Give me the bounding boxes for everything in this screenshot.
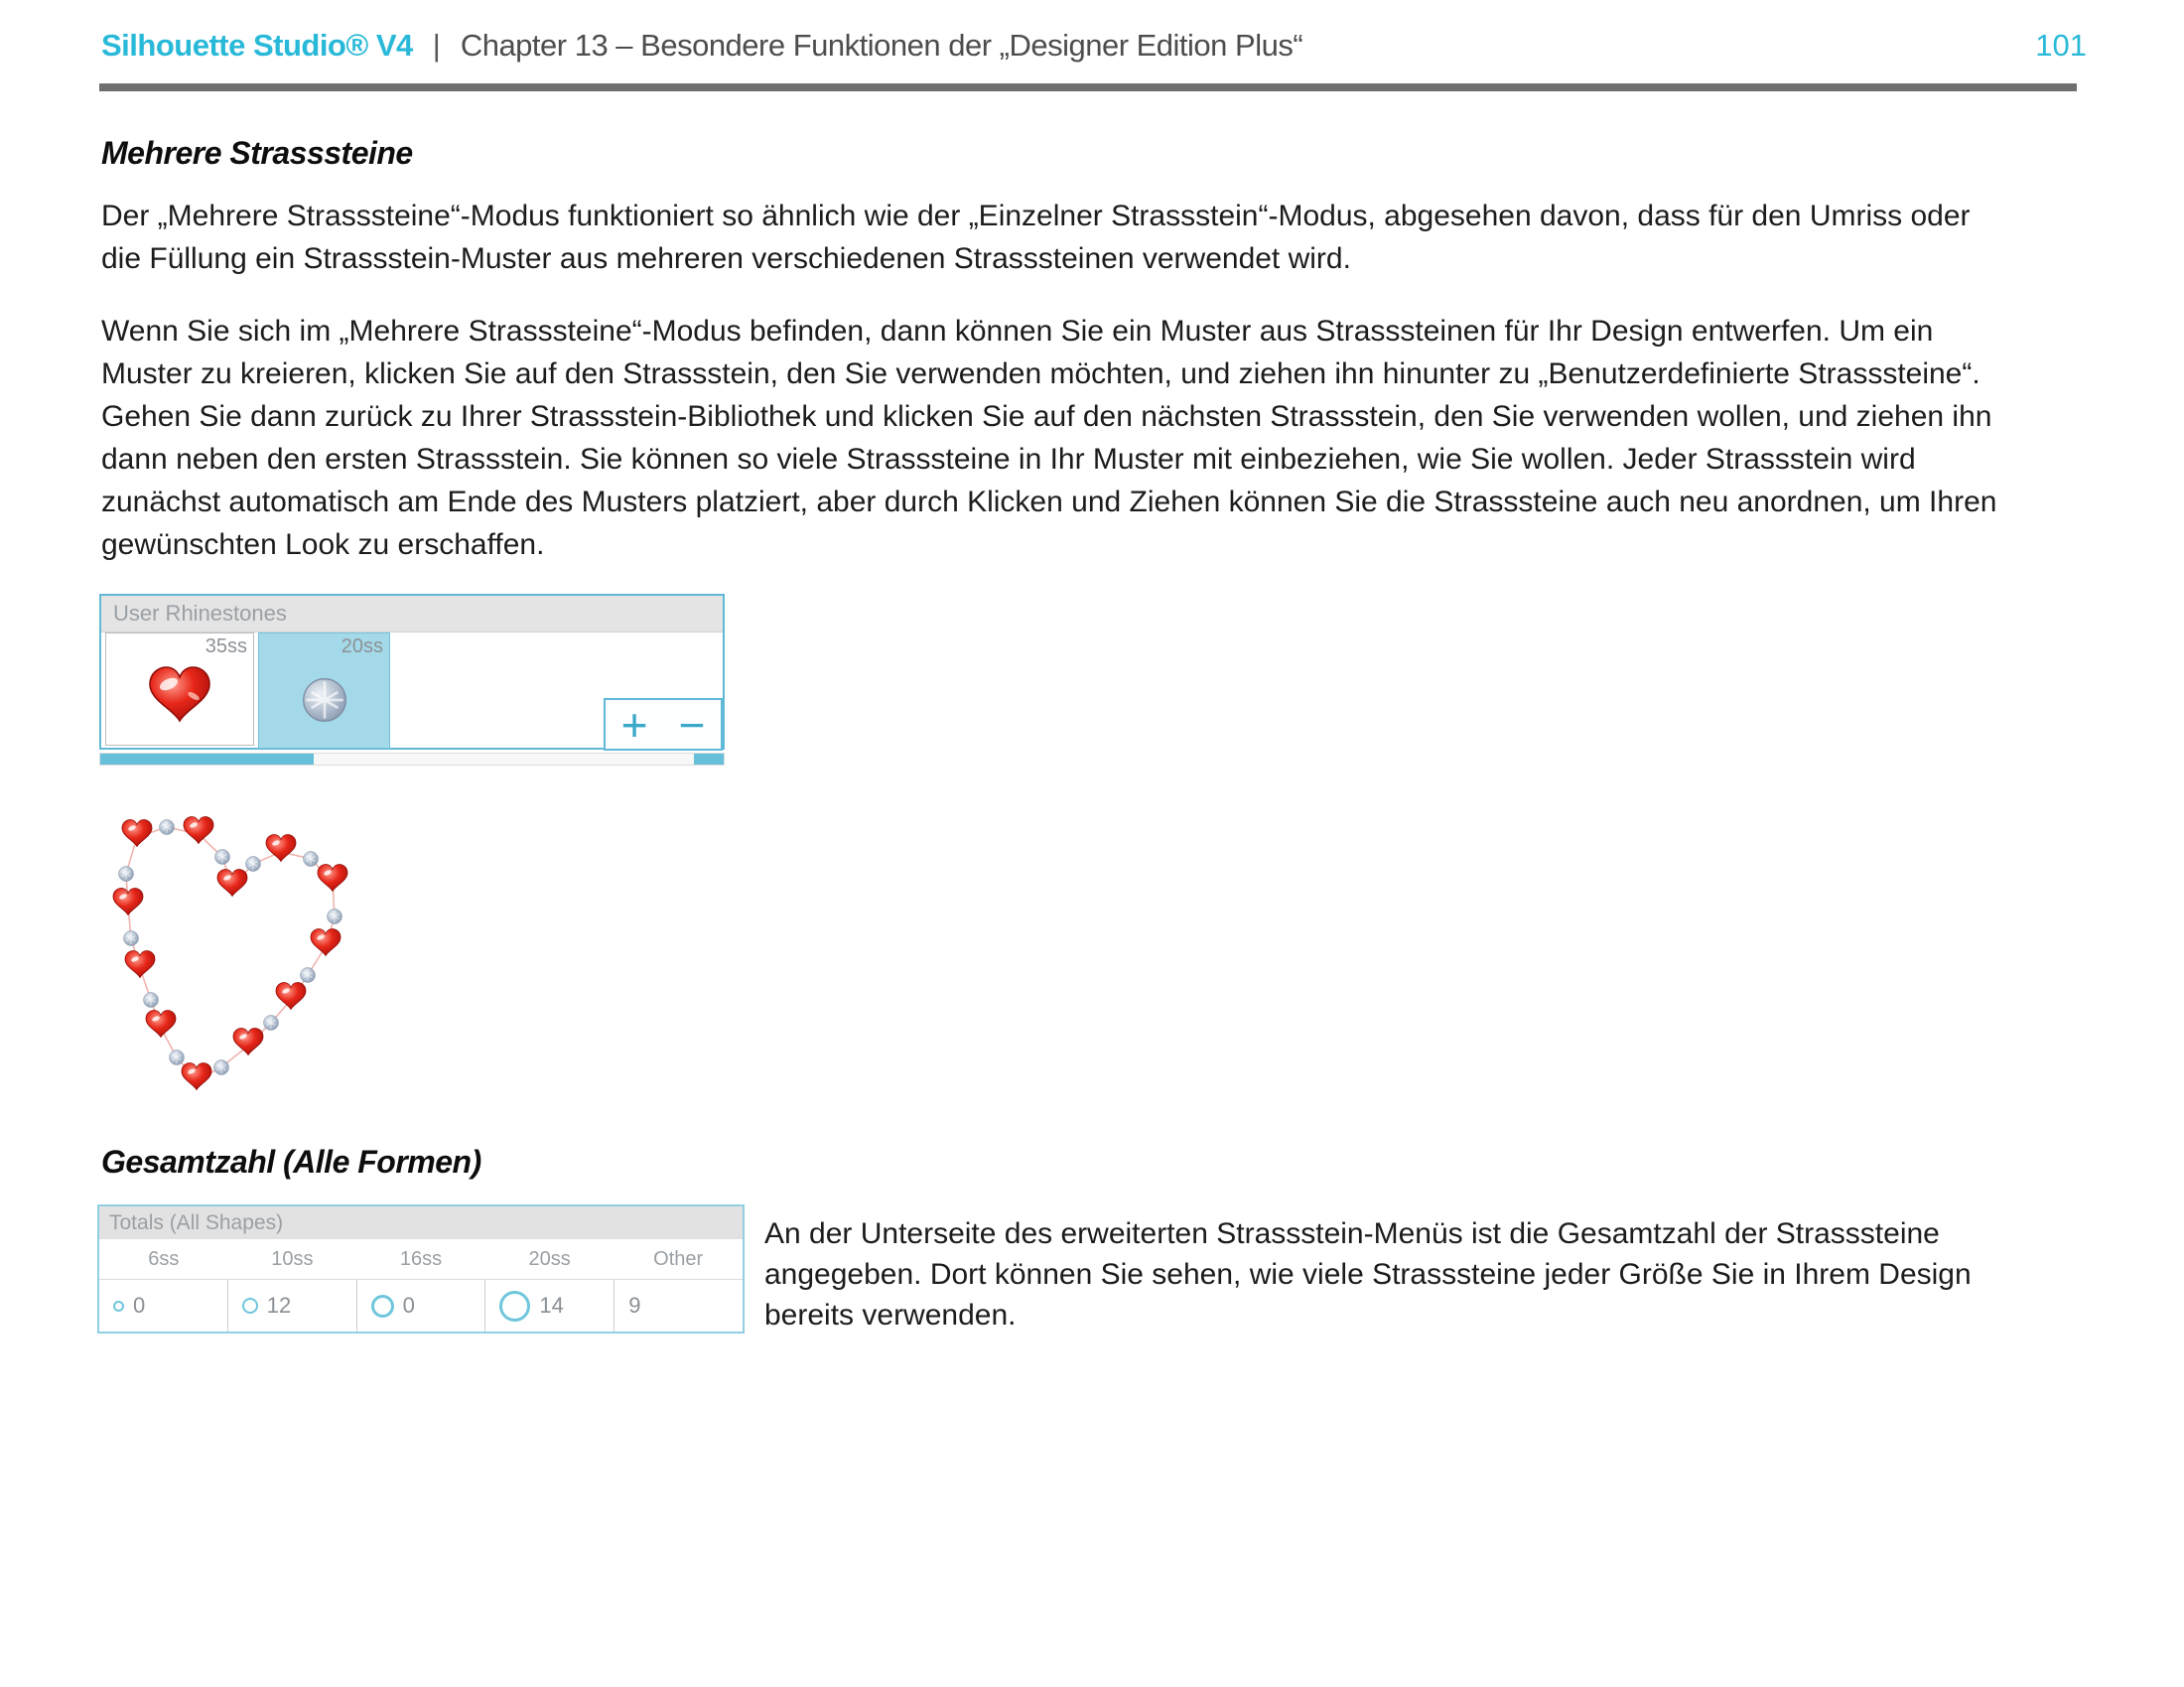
totals-value: 14 [539,1293,564,1318]
round-rhinestone-icon [301,676,348,724]
column-header: 20ss [528,1247,571,1270]
rhinestone-size-icon [499,1291,530,1322]
horizontal-scrollbar[interactable] [99,753,725,766]
user-rhinestones-figure [99,594,725,766]
column-header: Other [653,1247,704,1270]
totals-value: 0 [133,1293,146,1318]
rhinestone-connector-line [126,827,335,1080]
paragraph-1: Der „Mehrere Strasssteine“-Modus funktioniert so ähnlich wie der „Einzelner Strassstein“-Modus, abgesehen davon, dass für den Umriss oder die Füllung ein Strassstein-Muster aus mehreren verschiedenen Strasssteinen verwendet wird. [101,200,1971,275]
paragraph-totals: An der Unterseite des erweiterten Strassstein-Menüs ist die Gesamtzahl der Strasssteine angegeben. Dort können Sie sehen, wie viele Strasssteine jeder Größe Sie in Ihrem Design bereits verwenden. [764,1217,1972,1332]
brand-title: Silhouette Studio® V4 [101,28,413,63]
gray-round-rhinestones [119,820,342,1075]
remove-rhinestone-button[interactable]: − [678,698,706,751]
section-heading-mehrere-strasssteine: Mehrere Strasssteine [101,135,413,171]
totals-cell-20ss [484,1280,614,1332]
rhinestone-size-icon [113,1301,124,1312]
heart-rhinestone-icon [145,665,214,731]
rhinestone-size-icon [242,1298,258,1314]
scrollbar-thumb[interactable] [100,754,314,765]
column-header: 16ss [399,1247,443,1270]
totals-figure [97,1204,745,1334]
page-header [101,28,2087,64]
user-rhinestones-panel [99,594,725,750]
swatch-size-label: 20ss [341,635,383,657]
paragraph-2: Wenn Sie sich im „Mehrere Strasssteine“-Modus befinden, dann können Sie ein Muster aus Strasssteinen für Ihr Design entwerfen. Um ein Muster zu kreieren, klicken Sie auf den Strassstein, den Sie verwenden möchten, und ziehen ihn hinunter zu „Benutzerdefinierte Strasssteine“. Gehen Sie dann zurück zu Ihrer Strassstein-Bibliothek und klicken Sie auf den nächsten Strassstein, den Sie verwenden wollen, und ziehen ihn dann neben den ersten Strassstein. Sie können so viele Strasssteine in Ihr Muster mit einbeziehen, wie Sie wollen. Jeder Strassstein wird zunächst automatisch am Ende des Musters platziert, aber durch Klicken und Ziehen können Sie die Strasssteine auch neu anordnen, um Ihren gewünschten Look zu erschaffen. [101,315,1997,561]
user-rhinestones-panel-title: User Rhinestones [101,596,723,633]
column-header: 6ss [148,1247,180,1270]
add-rhinestone-button[interactable]: + [620,698,648,751]
chapter-title: Chapter 13 – Besondere Funktionen der „Designer Edition Plus“ [460,28,1303,63]
header-separator: | [432,28,441,63]
swatch-size-label: 35ss [205,635,247,657]
totals-cell-10ss [227,1280,356,1332]
scrollbar-end-cap [694,754,724,765]
totals-column-headers [99,1239,743,1280]
totals-cell-other [614,1280,743,1332]
rhinestone-size-icon [371,1295,394,1318]
totals-panel [97,1204,745,1334]
user-rhinestones-swatch-area [101,633,723,751]
rhinestone-swatch-round-selected[interactable] [258,633,390,749]
header-rule [99,83,2077,91]
page-number: 101 [2035,28,2087,63]
swatch-add-remove-box [604,698,723,751]
rhinestone-swatch-heart[interactable] [105,633,254,746]
totals-value: 0 [402,1293,415,1318]
totals-value: 9 [628,1293,641,1318]
totals-panel-title: Totals (All Shapes) [99,1206,743,1239]
totals-cell-16ss [356,1280,485,1332]
section-heading-gesamtzahl: Gesamtzahl (Alle Formen) [101,1144,481,1180]
totals-value: 12 [266,1293,292,1318]
totals-cell-6ss [99,1280,227,1332]
totals-values-row [99,1280,743,1332]
column-header: 10ss [271,1247,314,1270]
rhinestone-heart-design-figure [79,784,397,1112]
